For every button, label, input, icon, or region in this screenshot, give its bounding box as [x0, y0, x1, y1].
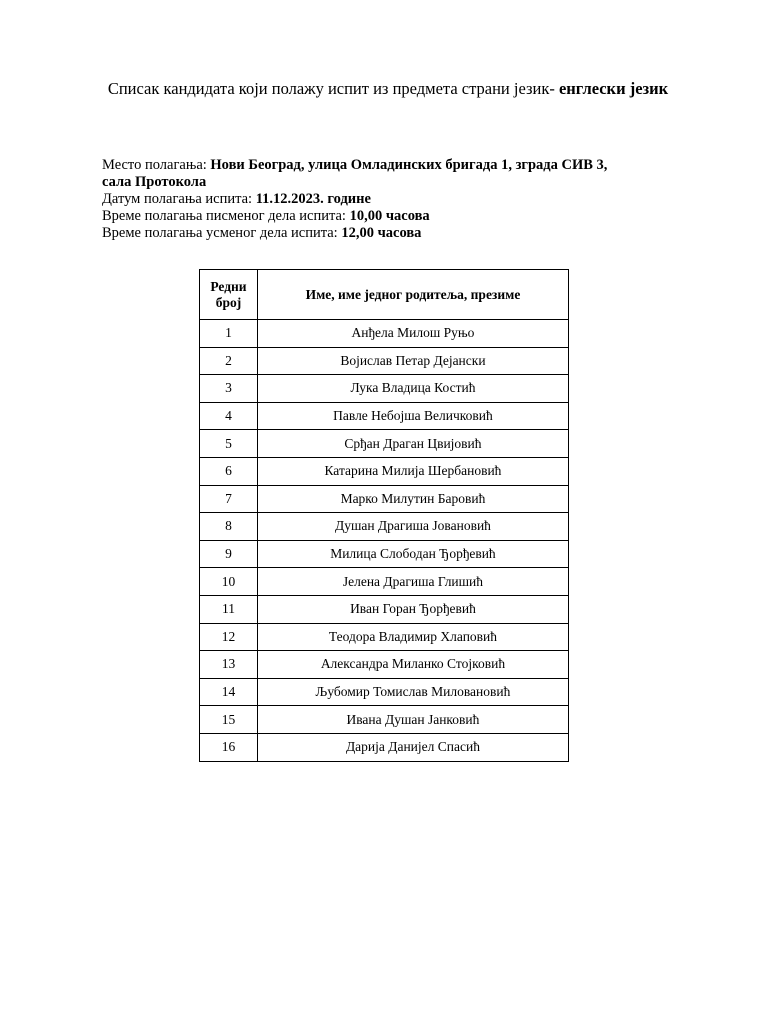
table-row	[200, 595, 569, 623]
row-name: Иван Горан Ђорђевић	[257, 595, 568, 623]
row-name: Дарија Данијел Спасић	[257, 733, 568, 761]
document-title	[100, 78, 676, 99]
table-row	[200, 430, 569, 458]
oral-value: 12,00 часова	[341, 225, 422, 241]
title-regular: Списак кандидата који полажу испит из предмета страни језик-	[107, 79, 555, 98]
row-name: Срђан Драган Цвијовић	[257, 430, 568, 458]
written-time-line	[102, 208, 682, 225]
row-name: Катарина Милија Шербановић	[257, 457, 568, 485]
row-name: Војислав Петар Дејански	[257, 347, 568, 375]
header-number-line1: Редни	[210, 278, 247, 294]
table-row	[200, 623, 569, 651]
table-row	[200, 513, 569, 541]
place-value-1: Нови Београд, улица Омладинских бригада 1, зграда СИВ 3,	[210, 157, 608, 173]
table-row	[200, 540, 569, 568]
header-name: Име, име једног родитеља, презиме	[257, 270, 568, 320]
row-name: Јелена Драгиша Глишић	[257, 568, 568, 596]
table-row	[200, 485, 569, 513]
row-name: Љубомир Томислав Миловановић	[257, 678, 568, 706]
row-number: 8	[200, 513, 258, 541]
row-number: 10	[200, 568, 258, 596]
oral-time-line	[102, 225, 682, 242]
row-name: Александра Миланко Стојковић	[257, 651, 568, 679]
place-value-2: сала Протокола	[102, 174, 207, 190]
date-value: 11.12.2023. године	[255, 191, 371, 207]
table-row	[200, 457, 569, 485]
row-number: 15	[200, 706, 258, 734]
table-row	[200, 568, 569, 596]
row-name: Милица Слободан Ђорђевић	[257, 540, 568, 568]
written-value: 10,00 часова	[349, 208, 430, 224]
title-bold: енглески језик	[558, 79, 669, 98]
row-number: 7	[200, 485, 258, 513]
written-label: Време полагања писменог дела испита:	[102, 208, 346, 224]
row-number: 11	[200, 595, 258, 623]
row-number: 9	[200, 540, 258, 568]
header-number	[200, 270, 258, 320]
row-name: Ивана Душан Јанковић	[257, 706, 568, 734]
place-line-2	[102, 174, 682, 191]
table-row	[200, 651, 569, 679]
row-number: 13	[200, 651, 258, 679]
row-number: 2	[200, 347, 258, 375]
date-line	[102, 191, 682, 208]
row-name: Павле Небојша Величковић	[257, 402, 568, 430]
table-row	[200, 678, 569, 706]
table-row	[200, 733, 569, 761]
row-name: Лука Владица Костић	[257, 375, 568, 403]
row-name: Теодора Владимир Хлаповић	[257, 623, 568, 651]
table-row	[200, 320, 569, 348]
row-number: 14	[200, 678, 258, 706]
place-label: Место полагања:	[102, 157, 207, 173]
candidates-table	[199, 269, 569, 762]
table-row	[200, 402, 569, 430]
table-row	[200, 706, 569, 734]
header-number-line2: број	[215, 294, 242, 310]
table-row	[200, 347, 569, 375]
row-name: Душан Драгиша Јовановић	[257, 513, 568, 541]
row-number: 4	[200, 402, 258, 430]
row-number: 12	[200, 623, 258, 651]
row-number: 1	[200, 320, 258, 348]
row-number: 6	[200, 457, 258, 485]
table-row	[200, 375, 569, 403]
row-name: Марко Милутин Баровић	[257, 485, 568, 513]
row-number: 5	[200, 430, 258, 458]
row-number: 16	[200, 733, 258, 761]
row-name: Анђела Милош Руњо	[257, 320, 568, 348]
table-header-row	[200, 270, 569, 320]
exam-info	[102, 157, 682, 242]
place-line	[102, 157, 682, 174]
date-label: Датум полагања испита:	[102, 191, 253, 207]
row-number: 3	[200, 375, 258, 403]
oral-label: Време полагања усменог дела испита:	[102, 225, 338, 241]
